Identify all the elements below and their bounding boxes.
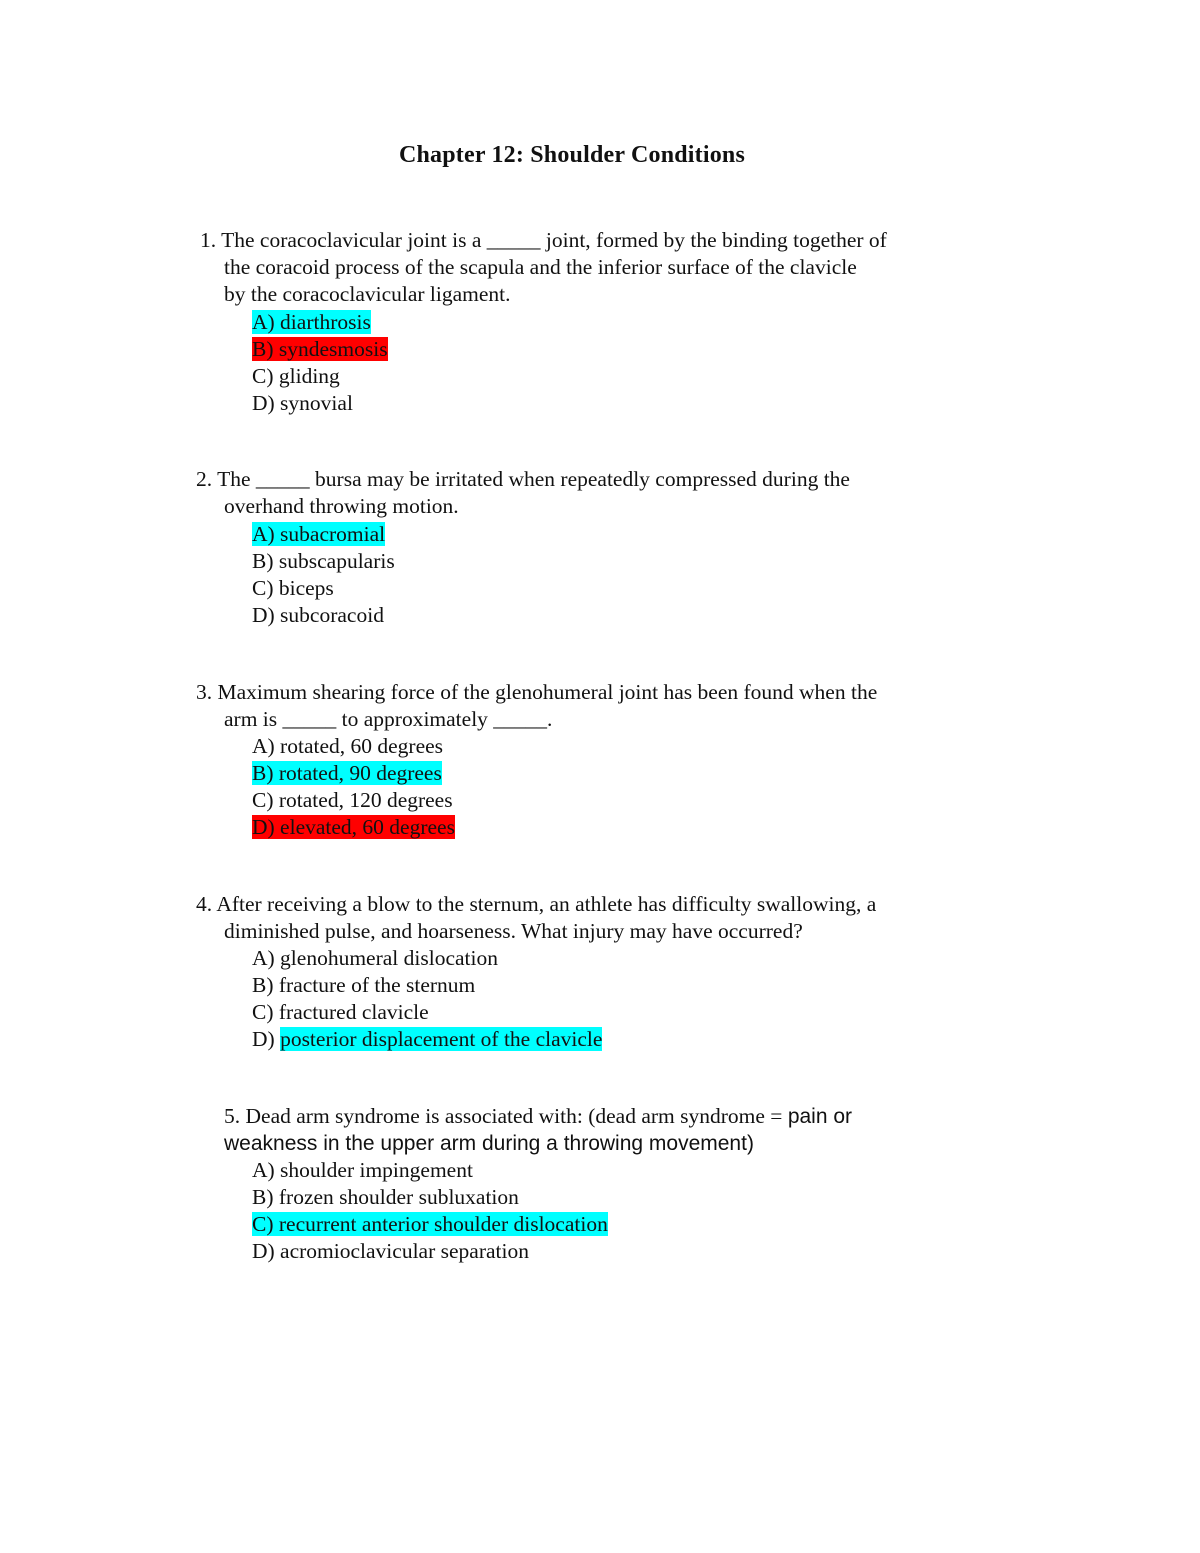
question-4-option-d-prefix: D) xyxy=(252,1027,281,1051)
question-3-option-d-text: D) elevated, 60 degrees xyxy=(252,815,455,839)
question-5-option-b xyxy=(252,1184,519,1211)
question-4-option-b xyxy=(252,972,475,999)
question-3-option-a-text: A) rotated, 60 degrees xyxy=(252,734,444,758)
question-5-line-1-serif: 5. Dead arm syndrome is associated with: (dead arm syndrome = xyxy=(224,1104,788,1128)
question-2-option-a xyxy=(252,521,385,548)
question-1-line-2: the coracoid process of the scapula and the inferior surface of the clavicle xyxy=(224,255,857,279)
question-5-line-1-sans: pain or xyxy=(787,1105,853,1128)
question-1-option-a-text: A) diarthrosis xyxy=(252,310,371,334)
question-5-option-a-text: A) shoulder impingement xyxy=(252,1158,473,1182)
question-1-option-d-text: D) synovial xyxy=(252,391,353,415)
question-5-option-b-text: B) frozen shoulder subluxation xyxy=(252,1185,519,1209)
question-3-option-b xyxy=(252,760,442,787)
question-1-option-b xyxy=(252,336,388,363)
question-1-option-c-text: C) gliding xyxy=(252,364,340,388)
question-2-option-b-text: B) subscapularis xyxy=(252,549,395,573)
question-4-line-2: diminished pulse, and hoarseness. What injury may have occurred? xyxy=(224,919,803,943)
question-1-option-c xyxy=(252,363,340,390)
question-4-option-c-text: C) fractured clavicle xyxy=(252,1000,429,1024)
page-title: Chapter 12: Shoulder Conditions xyxy=(398,142,746,168)
question-4-option-b-text: B) fracture of the sternum xyxy=(252,973,476,997)
question-5-option-a xyxy=(252,1157,473,1184)
question-2-option-d-text: D) subcoracoid xyxy=(252,603,384,627)
question-2-option-d xyxy=(252,602,384,629)
question-5-line-1 xyxy=(224,1103,852,1130)
question-3-line-2: arm is _____ to approximately _____. xyxy=(224,707,553,731)
question-4-option-a xyxy=(252,945,498,972)
question-2-line-1: 2. The _____ bursa may be irritated when repeatedly compressed during the xyxy=(196,467,850,491)
question-4-option-d xyxy=(252,1026,602,1053)
question-1-option-b-text: B) syndesmosis xyxy=(252,337,388,361)
question-5-option-d-text: D) acromioclavicular separation xyxy=(252,1239,529,1263)
question-4-option-c xyxy=(252,999,429,1026)
question-1-line-1: 1. The coracoclavicular joint is a _____ joint, formed by the binding together of xyxy=(200,228,887,252)
question-5-option-c-text: C) recurrent anterior shoulder dislocation xyxy=(252,1212,608,1236)
question-4-option-a-text: A) glenohumeral dislocation xyxy=(252,946,498,970)
question-2-line-2: overhand throwing motion. xyxy=(224,494,459,518)
question-2-option-c xyxy=(252,575,334,602)
question-5-line-2: weakness in the upper arm during a throwing movement) xyxy=(224,1132,754,1155)
question-1-line-3: by the coracoclavicular ligament. xyxy=(224,282,511,306)
question-3-option-a xyxy=(252,733,443,760)
question-1-option-a xyxy=(252,309,371,336)
question-2-option-b xyxy=(252,548,395,575)
question-3-option-c xyxy=(252,787,453,814)
question-3-line-1: 3. Maximum shearing force of the glenohumeral joint has been found when the xyxy=(196,680,878,704)
question-4-option-d-text: posterior displacement of the clavicle xyxy=(280,1027,603,1051)
question-3-option-b-text: B) rotated, 90 degrees xyxy=(252,761,442,785)
question-5-option-c xyxy=(252,1211,608,1238)
question-2-option-a-text: A) subacromial xyxy=(252,522,386,546)
question-3-option-d xyxy=(252,814,455,841)
question-5-option-d xyxy=(252,1238,529,1265)
question-2-option-c-text: C) biceps xyxy=(252,576,334,600)
question-3-option-c-text: C) rotated, 120 degrees xyxy=(252,788,453,812)
question-4-line-1: 4. After receiving a blow to the sternum, an athlete has difficulty swallowing, a xyxy=(196,892,877,916)
question-1-option-d xyxy=(252,390,353,417)
